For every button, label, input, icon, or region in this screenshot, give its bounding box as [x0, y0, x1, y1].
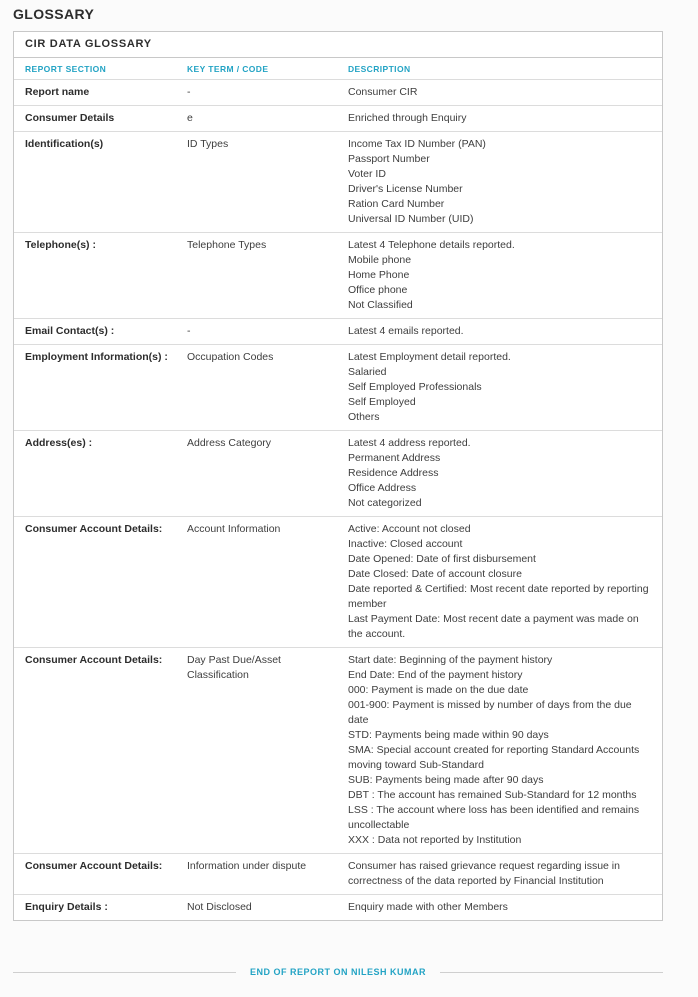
description-line: Ration Card Number [348, 198, 445, 210]
table-row [14, 80, 662, 106]
description-line: Latest Employment detail reported. [348, 351, 511, 363]
table-row [14, 106, 662, 132]
description-cell [348, 85, 651, 100]
key-term-cell: Account Information [187, 523, 281, 535]
key-term-cell: Information under dispute [187, 860, 307, 872]
description-line: Not categorized [348, 497, 422, 509]
table-row [14, 517, 662, 648]
description-line: Mobile phone [348, 254, 412, 266]
description-line: Date Closed: Date of account closure [348, 568, 522, 580]
glossary-rows [14, 80, 662, 920]
description-line: Inactive: Closed account [348, 538, 463, 550]
description-line: SMA: Special account created for reporting Standard Accounts moving toward Sub-Standard [348, 744, 640, 771]
table-header-row [14, 58, 662, 80]
footer-rule-left [13, 972, 236, 973]
description-line: Start date: Beginning of the payment history [348, 654, 553, 666]
report-section-cell: Telephone(s) : [25, 239, 96, 251]
description-cell [348, 653, 651, 848]
table-row [14, 648, 662, 854]
key-term-cell: - [187, 325, 191, 337]
description-line: LSS : The account where loss has been identified and remains uncollectable [348, 804, 640, 831]
description-line: 000: Payment is made on the due date [348, 684, 529, 696]
description-line: Self Employed [348, 396, 416, 408]
table-row [14, 895, 662, 920]
description-line: Home Phone [348, 269, 410, 281]
description-cell [348, 859, 651, 889]
description-line: SUB: Payments being made after 90 days [348, 774, 544, 786]
description-cell [348, 900, 651, 915]
description-line: XXX : Data not reported by Institution [348, 834, 522, 846]
description-line: STD: Payments being made within 90 days [348, 729, 549, 741]
key-term-cell: - [187, 86, 191, 98]
description-line: Last Payment Date: Most recent date a payment was made on the account. [348, 613, 639, 640]
key-term-cell: Address Category [187, 437, 272, 449]
description-line: Voter ID [348, 168, 386, 180]
table-row [14, 233, 662, 319]
report-section-cell: Consumer Account Details: [25, 860, 163, 872]
report-section-cell: Address(es) : [25, 437, 93, 449]
description-line: Active: Account not closed [348, 523, 471, 535]
description-line: Date reported & Certified: Most recent date reported by reporting member [348, 583, 649, 610]
column-header-key-term: KEY TERM / CODE [187, 64, 269, 74]
page-title: GLOSSARY [13, 6, 95, 22]
description-line: Salaried [348, 366, 387, 378]
report-footer [13, 967, 663, 977]
description-line: Enquiry made with other Members [348, 901, 508, 913]
description-line: Income Tax ID Number (PAN) [348, 138, 486, 150]
description-line: Not Classified [348, 299, 413, 311]
description-line: Office phone [348, 284, 408, 296]
report-section-cell: Consumer Details [25, 112, 115, 124]
description-line: Driver's License Number [348, 183, 463, 195]
description-line: Others [348, 411, 380, 423]
key-term-cell: Telephone Types [187, 239, 267, 251]
glossary-box-title: CIR DATA GLOSSARY [14, 32, 662, 58]
description-line: Passport Number [348, 153, 430, 165]
report-section-cell: Employment Information(s) : [25, 351, 168, 363]
description-cell [348, 238, 651, 313]
report-section-cell: Enquiry Details : [25, 901, 108, 913]
report-section-cell: Identification(s) [25, 138, 104, 150]
report-section-cell: Report name [25, 86, 90, 98]
description-line: Self Employed Professionals [348, 381, 482, 393]
description-line: Residence Address [348, 467, 439, 479]
table-row [14, 319, 662, 345]
description-line: Office Address [348, 482, 417, 494]
description-cell [348, 522, 651, 642]
footer-rule-right [440, 972, 663, 973]
description-line: DBT : The account has remained Sub-Standard for 12 months [348, 789, 637, 801]
glossary-box [13, 31, 663, 921]
key-term-cell: Day Past Due/Asset Classification [187, 654, 281, 681]
report-section-cell: Consumer Account Details: [25, 523, 163, 535]
report-section-cell: Email Contact(s) : [25, 325, 115, 337]
description-cell [348, 111, 651, 126]
description-line: Latest 4 address reported. [348, 437, 471, 449]
table-row [14, 132, 662, 233]
key-term-cell: ID Types [187, 138, 229, 150]
description-cell [348, 350, 651, 425]
description-line: Universal ID Number (UID) [348, 213, 474, 225]
description-line: Date Opened: Date of first disbursement [348, 553, 536, 565]
report-section-cell: Consumer Account Details: [25, 654, 163, 666]
description-line: Latest 4 Telephone details reported. [348, 239, 515, 251]
key-term-cell: Occupation Codes [187, 351, 274, 363]
description-line: Latest 4 emails reported. [348, 325, 464, 337]
table-row [14, 431, 662, 517]
description-line: Consumer CIR [348, 86, 418, 98]
description-cell [348, 137, 651, 227]
column-header-report-section: REPORT SECTION [25, 64, 107, 74]
column-header-description: DESCRIPTION [348, 64, 411, 74]
description-line: End Date: End of the payment history [348, 669, 523, 681]
description-cell [348, 436, 651, 511]
description-line: Enriched through Enquiry [348, 112, 467, 124]
description-cell [348, 324, 651, 339]
description-line: 001-900: Payment is missed by number of days from the due date [348, 699, 632, 726]
end-of-report-text: END OF REPORT ON NILESH KUMAR [250, 967, 427, 977]
key-term-cell: e [187, 112, 193, 124]
table-row [14, 854, 662, 895]
description-line: Consumer has raised grievance request regarding issue in correctness of the data reported by Financial Institution [348, 860, 620, 887]
key-term-cell: Not Disclosed [187, 901, 252, 913]
table-row [14, 345, 662, 431]
description-line: Permanent Address [348, 452, 441, 464]
